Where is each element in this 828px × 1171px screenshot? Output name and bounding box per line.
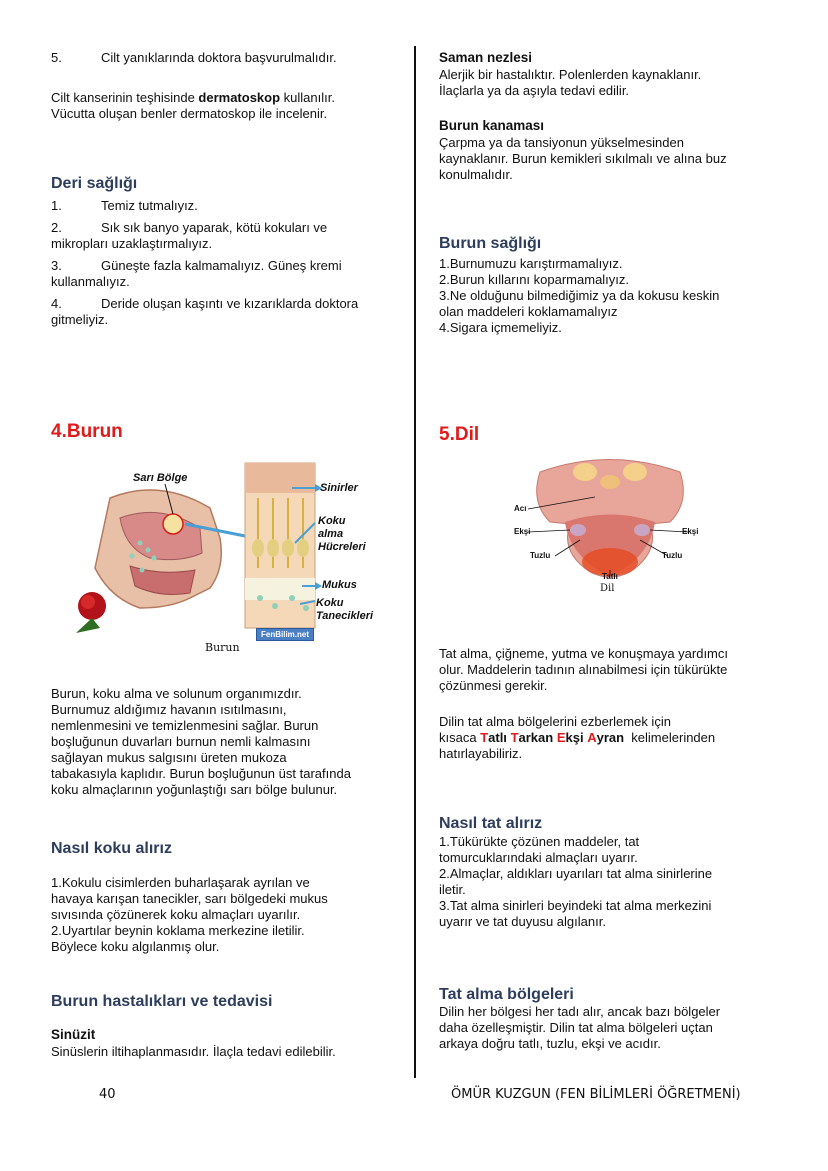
label-sinirler: Sinirler	[320, 482, 358, 494]
burun-kanamasi-heading: Burun kanaması	[439, 118, 545, 133]
nasil-koku-aliriz-heading: Nasıl koku alırız	[51, 840, 172, 857]
label-eksi-right: Ekşi	[682, 527, 699, 536]
fenbilim-logo: FenBilim.net	[256, 628, 314, 641]
mnemonic-paragraph: Dilin tat alma bölgelerini ezberlemek için kısaca Tatlı Tarkan Ekşi Ayran kelimelerinden hatırlayabiliriz.	[439, 714, 716, 761]
skin-item-5: 5. Cilt yanıklarında doktora başvurulmalıdır.	[51, 50, 337, 65]
label-aci: Acı	[514, 504, 527, 513]
burun-hastaliklari-heading: Burun hastalıkları ve tedavisi	[51, 993, 273, 1010]
nasil-koku-list: 1.Kokulu cisimlerden buharlaşarak ayrılan ve havaya karışan tanecikler, sarı bölgedeki mukus sıvısında çözünerek koku almaçları uyarılır. 2.Uyartılar beynin koklama merkezine iletilir. Böylece koku algılanmış olur.	[51, 875, 328, 954]
dil-heading: 5.Dil	[439, 424, 480, 445]
label-tuzlu-right: Tuzlu	[662, 551, 683, 560]
label-tuzlu-left: Tuzlu	[530, 551, 551, 560]
deri-sagligi-list	[51, 198, 411, 328]
burun-kanamasi-text: Çarpma ya da tansiyonun yükselmesinden kaynaklanır. Burun kemikleri sıkılmalı ve alına buz konulmalıdır.	[439, 135, 727, 182]
label-koku-alma-hucreleri: Koku alma Hücreleri	[318, 515, 366, 553]
label-sari-bolge: Sarı Bölge	[133, 472, 188, 484]
burun-sagligi-list: 1.Burnumuzu karıştırmamalıyız. 2.Burun kıllarını koparmamalıyız. 3.Ne olduğunu bilmediğimiz ya da kokusu keskin olan maddeleri koklamamalıyız 4.Sigara içmemeliyiz.	[439, 256, 720, 335]
burun-heading: 4.Burun	[51, 421, 123, 442]
dil-paragraph: Tat alma, çiğneme, yutma ve konuşmaya yardımcı olur. Maddelerin tadının alınabilmesi için tükürükte çözünmesi gerekir.	[439, 646, 729, 693]
burun-sagligi-heading: Burun sağlığı	[439, 235, 542, 252]
page-number: 40	[99, 1087, 116, 1102]
sinuzit-text: Sinüslerin iltihaplanmasıdır. İlaçla tedavi edilebilir.	[51, 1044, 336, 1059]
tat-alma-bolgeleri-text: Dilin her bölgesi her tadı alır, ancak bazı bölgeler daha özelleşmiştir. Dilin tat alma bölgeleri uçtan arkaya doğru tatlı, tuzlu, ekşi ve acıdır.	[439, 1004, 721, 1051]
list-item: 4. Deride oluşan kaşıntı ve kızarıklarda doktora gitmeliyiz.	[51, 296, 359, 327]
figure-caption: Burun	[205, 641, 240, 654]
tat-alma-bolgeleri-heading: Tat alma bölgeleri	[439, 986, 574, 1003]
column-divider	[414, 46, 416, 1078]
tongue-figure	[500, 452, 720, 602]
saman-nezlesi-text: Alerjik bir hastalıktır. Polenlerden kaynaklanır. İlaçlarla ya da aşıyla tedavi edilir.	[439, 67, 702, 98]
label-koku-tanecikleri: Koku Tanecikleri	[316, 597, 374, 622]
burun-paragraph: Burun, koku alma ve solunum organımızdır. Burnumuz aldığımız havanın ısıtılmasını, nemlenmesini ve temizlenmesini sağlar. Burun boşluğunun duvarları burnun nemli kalmasını sağlayan mukus salgısını üreten mukoza tabakasıyla kaplıdır. Burun boşluğunun üst tarafında koku almaçlarının yoğunlaştığı sarı bölge bulunur.	[51, 686, 351, 797]
author-footer: ÖMÜR KUZGUN (FEN BİLİMLERİ ÖĞRETMENİ)	[451, 1087, 741, 1102]
list-item: 2. Sık sık banyo yaparak, kötü kokuları ve mikropları uzaklaştırmalıyız.	[51, 220, 328, 251]
figure-caption: Dil	[600, 583, 615, 594]
list-item: 1. Temiz tutmalıyız.	[51, 198, 198, 213]
dermatoskop-paragraph: Cilt kanserinin teşhisinde dermatoskop kullanılır. Vücutta oluşan benler dermatoskop ile incelenir.	[51, 90, 335, 121]
saman-nezlesi-heading: Saman nezlesi	[439, 50, 533, 65]
label-mukus: Mukus	[322, 579, 357, 591]
nasil-tat-aliriz-heading: Nasıl tat alırız	[439, 815, 543, 832]
list-item: 3. Güneşte fazla kalmamalıyız. Güneş kremi kullanmalıyız.	[51, 258, 342, 289]
nasil-tat-list: 1.Tükürükte çözünen maddeler, tat tomurcuklarındaki almaçları uyarır. 2.Almaçlar, aldıkları uyarıları tat alma sinirlerine iletir. 3.Tat alma sinirleri beyindeki tat alma merkezini uyarır ve tat duyusu algılanır.	[439, 834, 713, 929]
deri-sagligi-heading: Deri sağlığı	[51, 175, 138, 192]
label-eksi-left: Ekşi	[514, 527, 531, 536]
label-tatli: Tatlı	[602, 572, 618, 581]
sinuzit-heading: Sinüzit	[51, 1027, 96, 1042]
nose-figure	[70, 458, 374, 658]
